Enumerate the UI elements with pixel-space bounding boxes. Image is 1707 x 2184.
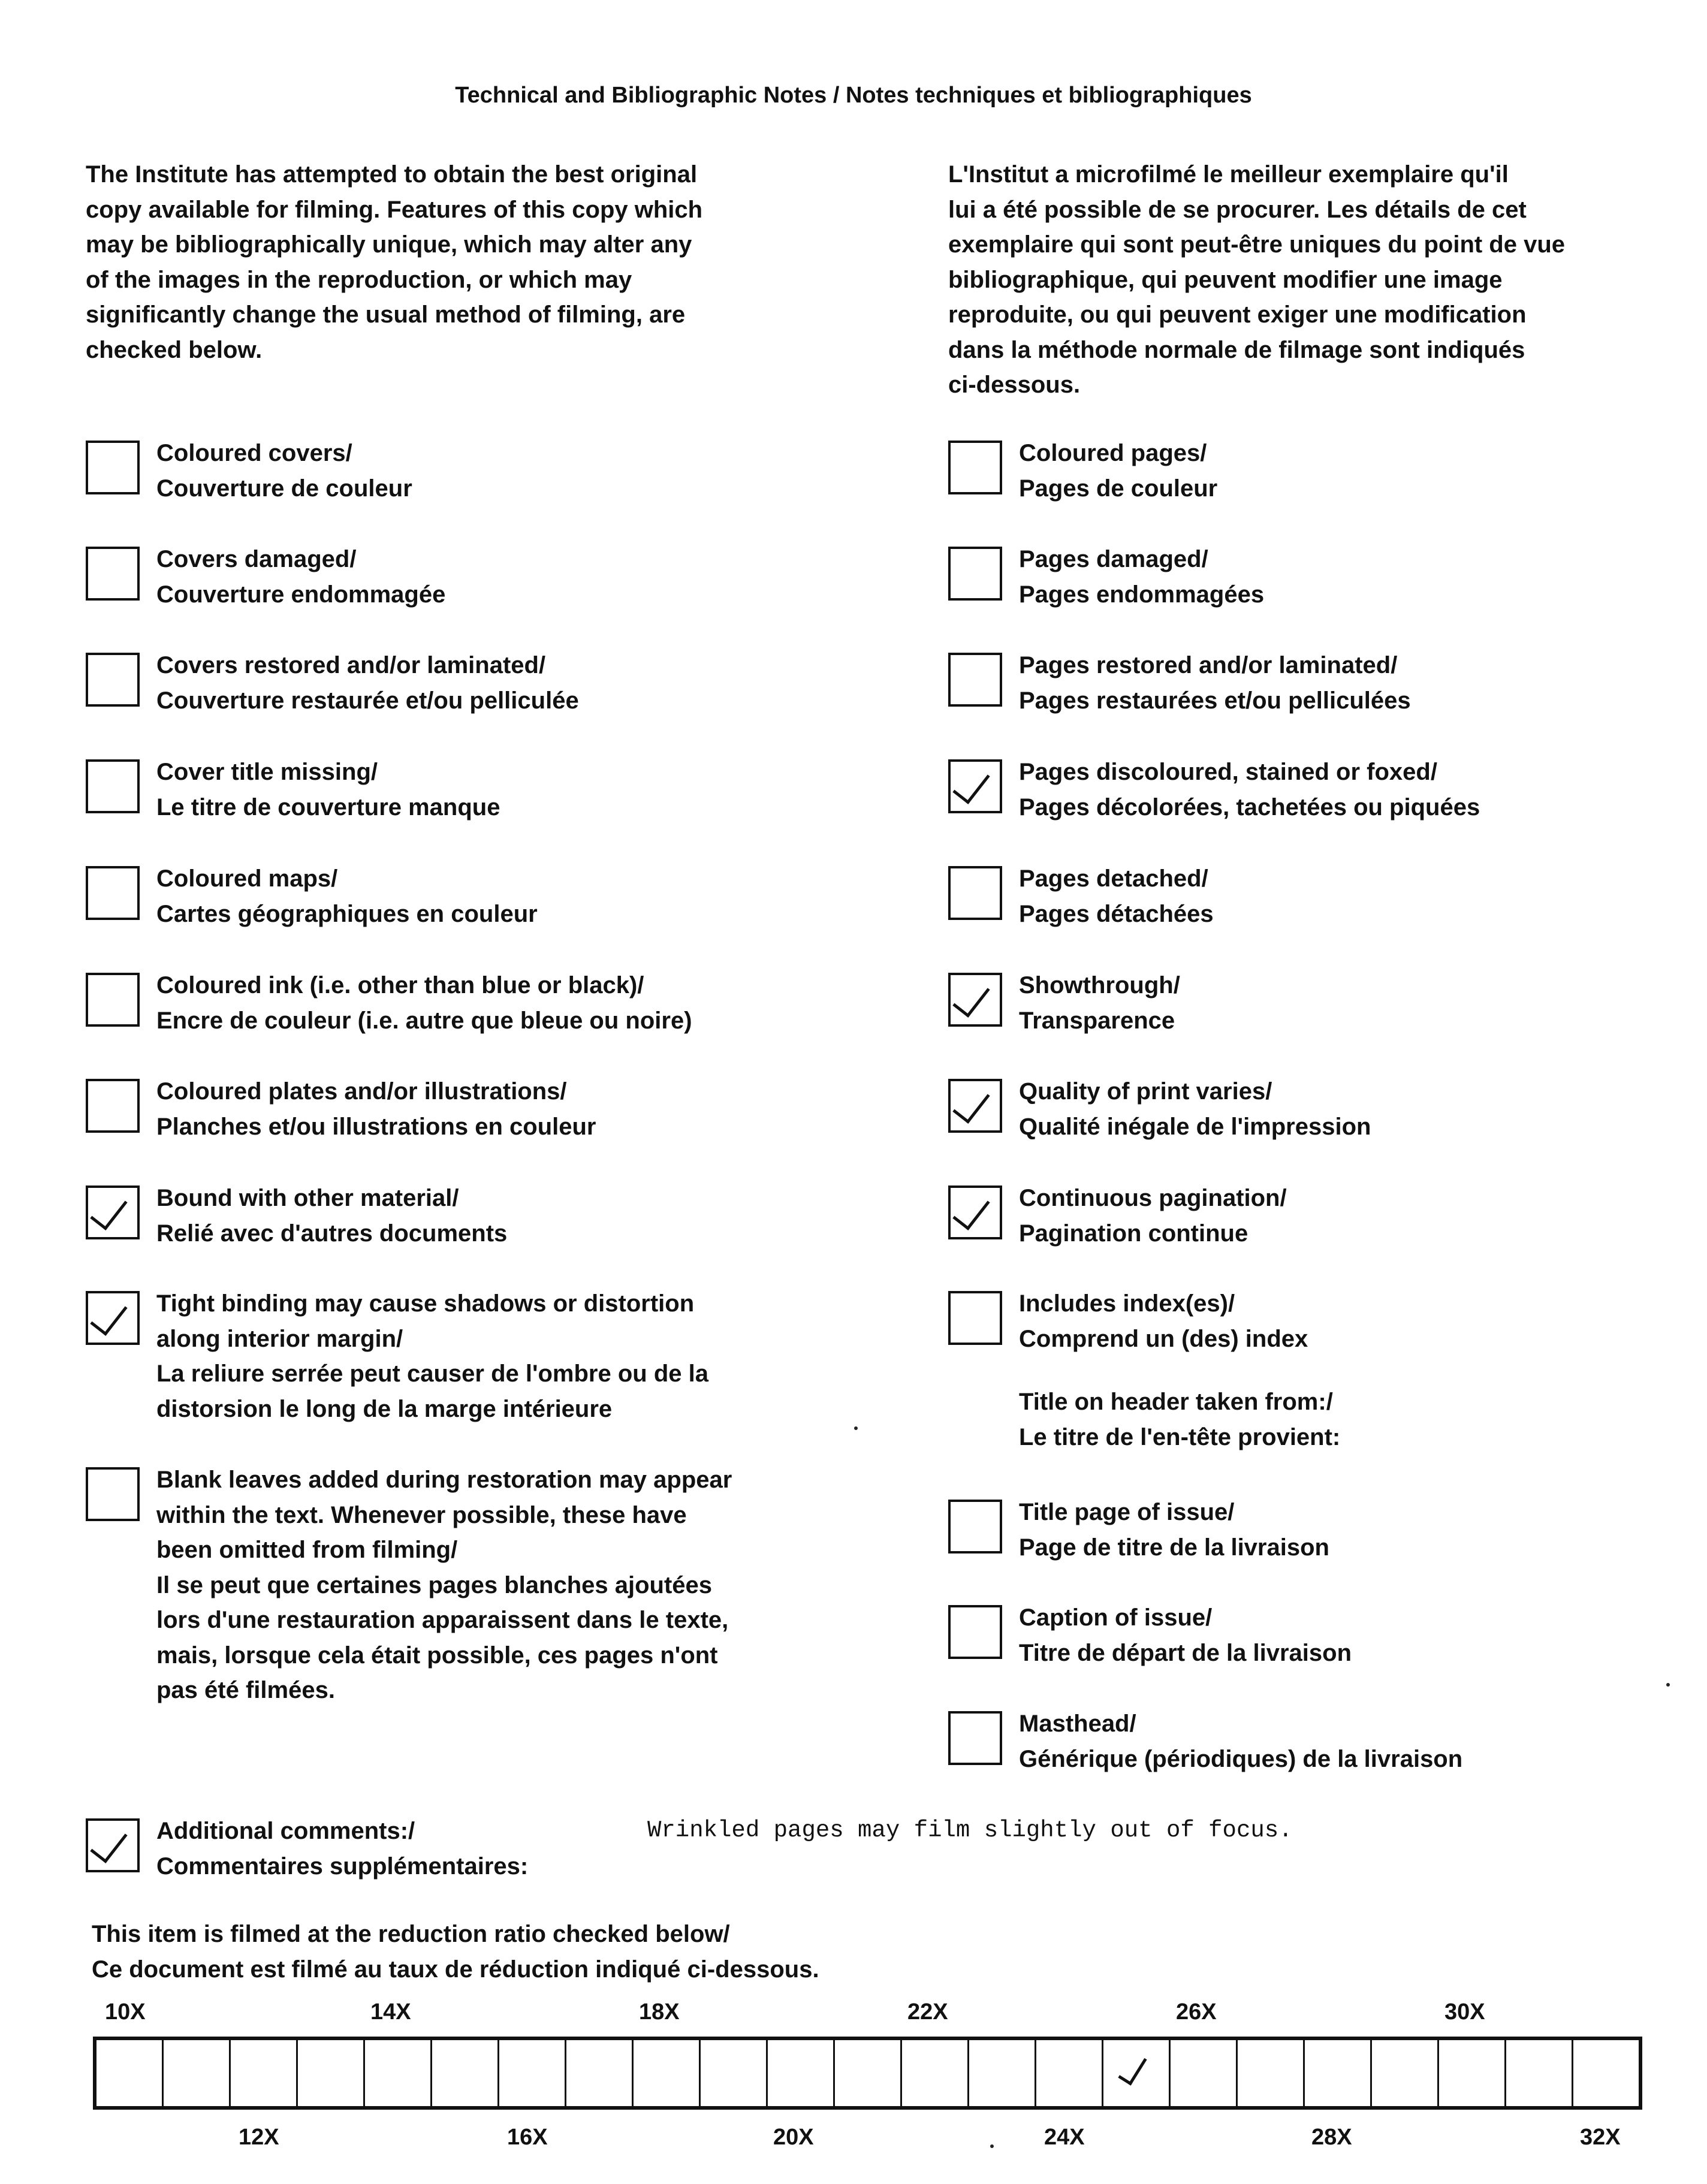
intro-english: The Institute has attempted to obtain the best original copy available for filming. Features of this copy which may be bibliographically unique, which may alter any of the images in the reproduction, or which may significantly change the usual method of filming, are checked below. [86,161,703,363]
ratio-cell[interactable] [96,2040,164,2106]
item-pages-discoloured: Pages discoloured, stained or foxed/ Pages décolorées, tachetées ou piquées [948,759,1480,825]
ratio-cell[interactable] [1238,2040,1305,2106]
scale-top-label: 10X [105,1999,146,2025]
ratio-cell[interactable] [231,2040,298,2106]
item-coloured-covers: Coloured covers/ Couverture de couleur [86,441,412,506]
ratio-cell[interactable] [969,2040,1036,2106]
scale-top-label: 14X [370,1999,411,2025]
item-pages-restored: Pages restored and/or laminated/ Pages restaurées et/ou pelliculées [948,653,1411,718]
checkbox[interactable] [86,759,140,813]
scale-bottom-label: 16X [507,2125,548,2150]
checkbox[interactable] [86,1079,140,1133]
intro-french: L'Institut a microfilmé le meilleur exemplaire qu'il lui a été possible de se procurer. Les détails de cet exemplaire qui sont peut-être uniques du point de vue bibliographique, qui peuvent modifier une image reproduite, ou qui peuvent exiger une modification dans la méthode normale de filmage sont indiqués ci-dessous. [948,161,1566,398]
checkbox[interactable] [948,547,1002,601]
ratio-cell[interactable] [1305,2040,1372,2106]
scale-bottom-label: 32X [1580,2125,1621,2150]
checkbox[interactable] [86,441,140,494]
ratio-cell[interactable] [701,2040,768,2106]
ratio-cell[interactable] [1171,2040,1238,2106]
item-includes-index: Includes index(es)/ Comprend un (des) index [948,1291,1308,1356]
print-speck [1666,1683,1670,1687]
item-showthrough: Showthrough/ Transparence [948,973,1180,1038]
ratio-cell[interactable] [365,2040,432,2106]
item-masthead: Masthead/ Générique (périodiques) de la livraison [948,1711,1462,1776]
header-note: Title on header taken from:/ Le titre de l'en-tête provient: [1019,1389,1341,1450]
scale-top-label: 18X [639,1999,680,2025]
item-coloured-ink: Coloured ink (i.e. other than blue or black)/ Encre de couleur (i.e. autre que bleue ou noire) [86,973,692,1038]
ratio-cell[interactable] [902,2040,969,2106]
item-coloured-pages: Coloured pages/ Pages de couleur [948,441,1217,506]
scale-top-label: 26X [1176,1999,1217,2025]
item-bound-with: Bound with other material/ Relié avec d'autres documents [86,1185,507,1251]
scale-top-label: 30X [1444,1999,1485,2025]
ratio-cell[interactable] [1573,2040,1639,2106]
ratio-cell[interactable] [1036,2040,1103,2106]
ratio-cell[interactable] [1506,2040,1573,2106]
checkbox[interactable] [948,1291,1002,1345]
checkbox[interactable] [948,1500,1002,1553]
checkbox[interactable] [86,866,140,920]
checkbox[interactable] [948,1079,1002,1133]
page-title: Technical and Bibliographic Notes / Notes techniques et bibliographiques [455,83,1252,108]
checkbox[interactable] [948,866,1002,920]
ratio-cell[interactable] [1372,2040,1439,2106]
item-covers-damaged: Covers damaged/ Couverture endommagée [86,547,445,612]
checkbox[interactable] [948,1185,1002,1239]
checkbox[interactable] [86,547,140,601]
checkbox[interactable] [86,1291,140,1345]
item-additional-comments: Additional comments:/ Commentaires supplémentaires: [86,1818,528,1884]
checkbox[interactable] [86,653,140,707]
reduction-ratio-strip [93,2037,1642,2110]
ratio-cell[interactable] [1103,2040,1171,2106]
ratio-cell[interactable] [432,2040,499,2106]
ratio-cell[interactable] [499,2040,566,2106]
checkbox[interactable] [86,1185,140,1239]
item-covers-restored: Covers restored and/or laminated/ Couverture restaurée et/ou pelliculée [86,653,579,718]
checkbox[interactable] [86,1467,140,1521]
item-tight-binding: Tight binding may cause shadows or distortion along interior margin/ La reliure serrée peut causer de l'ombre ou de la distorsion le long de la marge intérieure [86,1291,708,1426]
item-pages-damaged: Pages damaged/ Pages endommagées [948,547,1264,612]
ratio-cell[interactable] [634,2040,701,2106]
print-speck [990,2144,994,2148]
checkbox[interactable] [86,973,140,1027]
ratio-cell[interactable] [298,2040,365,2106]
item-coloured-maps: Coloured maps/ Cartes géographiques en couleur [86,866,538,931]
checkbox[interactable] [948,1605,1002,1659]
item-cover-title-missing: Cover title missing/ Le titre de couverture manque [86,759,500,825]
item-title-page: Title page of issue/ Page de titre de la livraison [948,1500,1329,1565]
additional-comment-text: Wrinkled pages may film slightly out of focus. [647,1817,1293,1844]
checkbox[interactable] [948,1711,1002,1765]
reduction-note: This item is filmed at the reduction ratio checked below/ Ce document est filmé au taux de réduction indiqué ci-dessous. [92,1921,819,1983]
item-coloured-plates: Coloured plates and/or illustrations/ Planches et/ou illustrations en couleur [86,1079,596,1144]
ratio-cell[interactable] [566,2040,634,2106]
scale-bottom-label: 24X [1044,2125,1085,2150]
checkbox[interactable] [948,441,1002,494]
ratio-cell[interactable] [164,2040,231,2106]
checkbox[interactable] [948,653,1002,707]
item-caption: Caption of issue/ Titre de départ de la livraison [948,1605,1352,1670]
item-blank-leaves: Blank leaves added during restoration may appear within the text. Whenever possible, these have been omitted from filming/ Il se peut que certaines pages blanches ajoutées lors d'une restauration apparaissent dans le texte, mais, lorsque cela était possible, ces pages n'ont pas été filmées. [86,1467,732,1708]
scale-bottom-label: 28X [1311,2125,1352,2150]
item-continuous-pagination: Continuous pagination/ Pagination continue [948,1185,1287,1251]
item-print-quality: Quality of print varies/ Qualité inégale de l'impression [948,1079,1371,1144]
scale-bottom-label: 12X [239,2125,279,2150]
checkbox[interactable] [86,1818,140,1872]
scale-top-label: 22X [907,1999,948,2025]
ratio-cell[interactable] [768,2040,835,2106]
scale-bottom-label: 20X [773,2125,814,2150]
checkbox[interactable] [948,973,1002,1027]
print-speck [854,1426,858,1430]
ratio-cell[interactable] [1439,2040,1506,2106]
checkbox[interactable] [948,759,1002,813]
ratio-cell[interactable] [835,2040,902,2106]
item-pages-detached: Pages detached/ Pages détachées [948,866,1214,931]
